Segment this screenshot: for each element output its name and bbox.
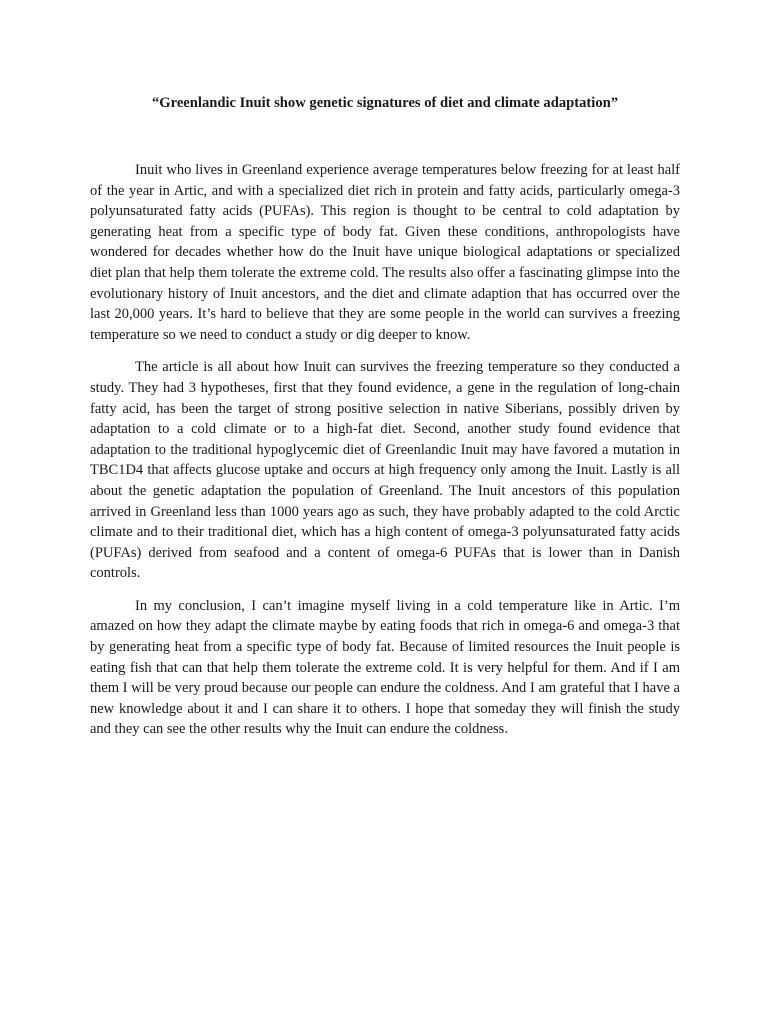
paragraph-conclusion: In my conclusion, I can’t imagine myself living in a cold temperature like in Artic. I’m amazed on how they adapt the climate maybe by eating foods that rich in omega-6 and omega-3 that by generating heat from a specific type of body fat. Because of limited resources the Inuit people is eating fish that can that help them tolerate the extreme cold. It is very helpful for them. And if I am them I will be very proud because our people can endure the coldness. And I am grateful that I have a new knowledge about it and I can share it to others. I hope that someday they will finish the study and they can see the other results why the Inuit can endure the coldness.	[90, 597, 680, 738]
document-title: “Greenlandic Inuit show genetic signatures of diet and climate adaptation”	[151, 95, 619, 111]
document-body	[90, 160, 680, 752]
paragraph-article-summary: The article is all about how Inuit can survives the freezing temperature so they conducted a study. They had 3 hypotheses, first that they found evidence, a gene in the regulation of long-chain fatty acid, has been the target of strong positive selection in native Siberians, possibly driven by adaptation to a cold climate or to a high-fat diet. Second, another study found evidence that adaptation to the traditional hypoglycemic diet of Greenlandic Inuit may have favored a mutation in TBC1D4 that affects glucose uptake and occurs at high frequency only among the Inuit. Lastly is all about the genetic adaptation the population of Greenland. The Inuit ancestors of this population arrived in Greenland less than 1000 years ago as such, they have probably adapted to the cold Arctic climate and to their traditional diet, which has a high content of omega-3 polyunsaturated fatty acids (PUFAs) derived from seafood and a content of omega-6 PUFAs that is lower than in Danish controls.	[90, 359, 680, 582]
paragraph-intro: Inuit who lives in Greenland experience average temperatures below freezing for at least half of the year in Artic, and with a specialized diet rich in protein and fatty acids, particularly omega-3 polyunsaturated fatty acids (PUFAs). This region is thought to be central to cold adaptation by generating heat from a specific type of body fat. Given these conditions, anthropologists have wondered for decades whether how do the Inuit have unique biological adaptations or specialized diet plan that help them tolerate the extreme cold. The results also offer a fascinating glimpse into the evolutionary history of Inuit ancestors, and the diet and climate adaption that has occurred over the last 20,000 years. It’s hard to believe that they are some people in the world can survives a freezing temperature so we need to conduct a study or dig deeper to know.	[90, 162, 680, 343]
